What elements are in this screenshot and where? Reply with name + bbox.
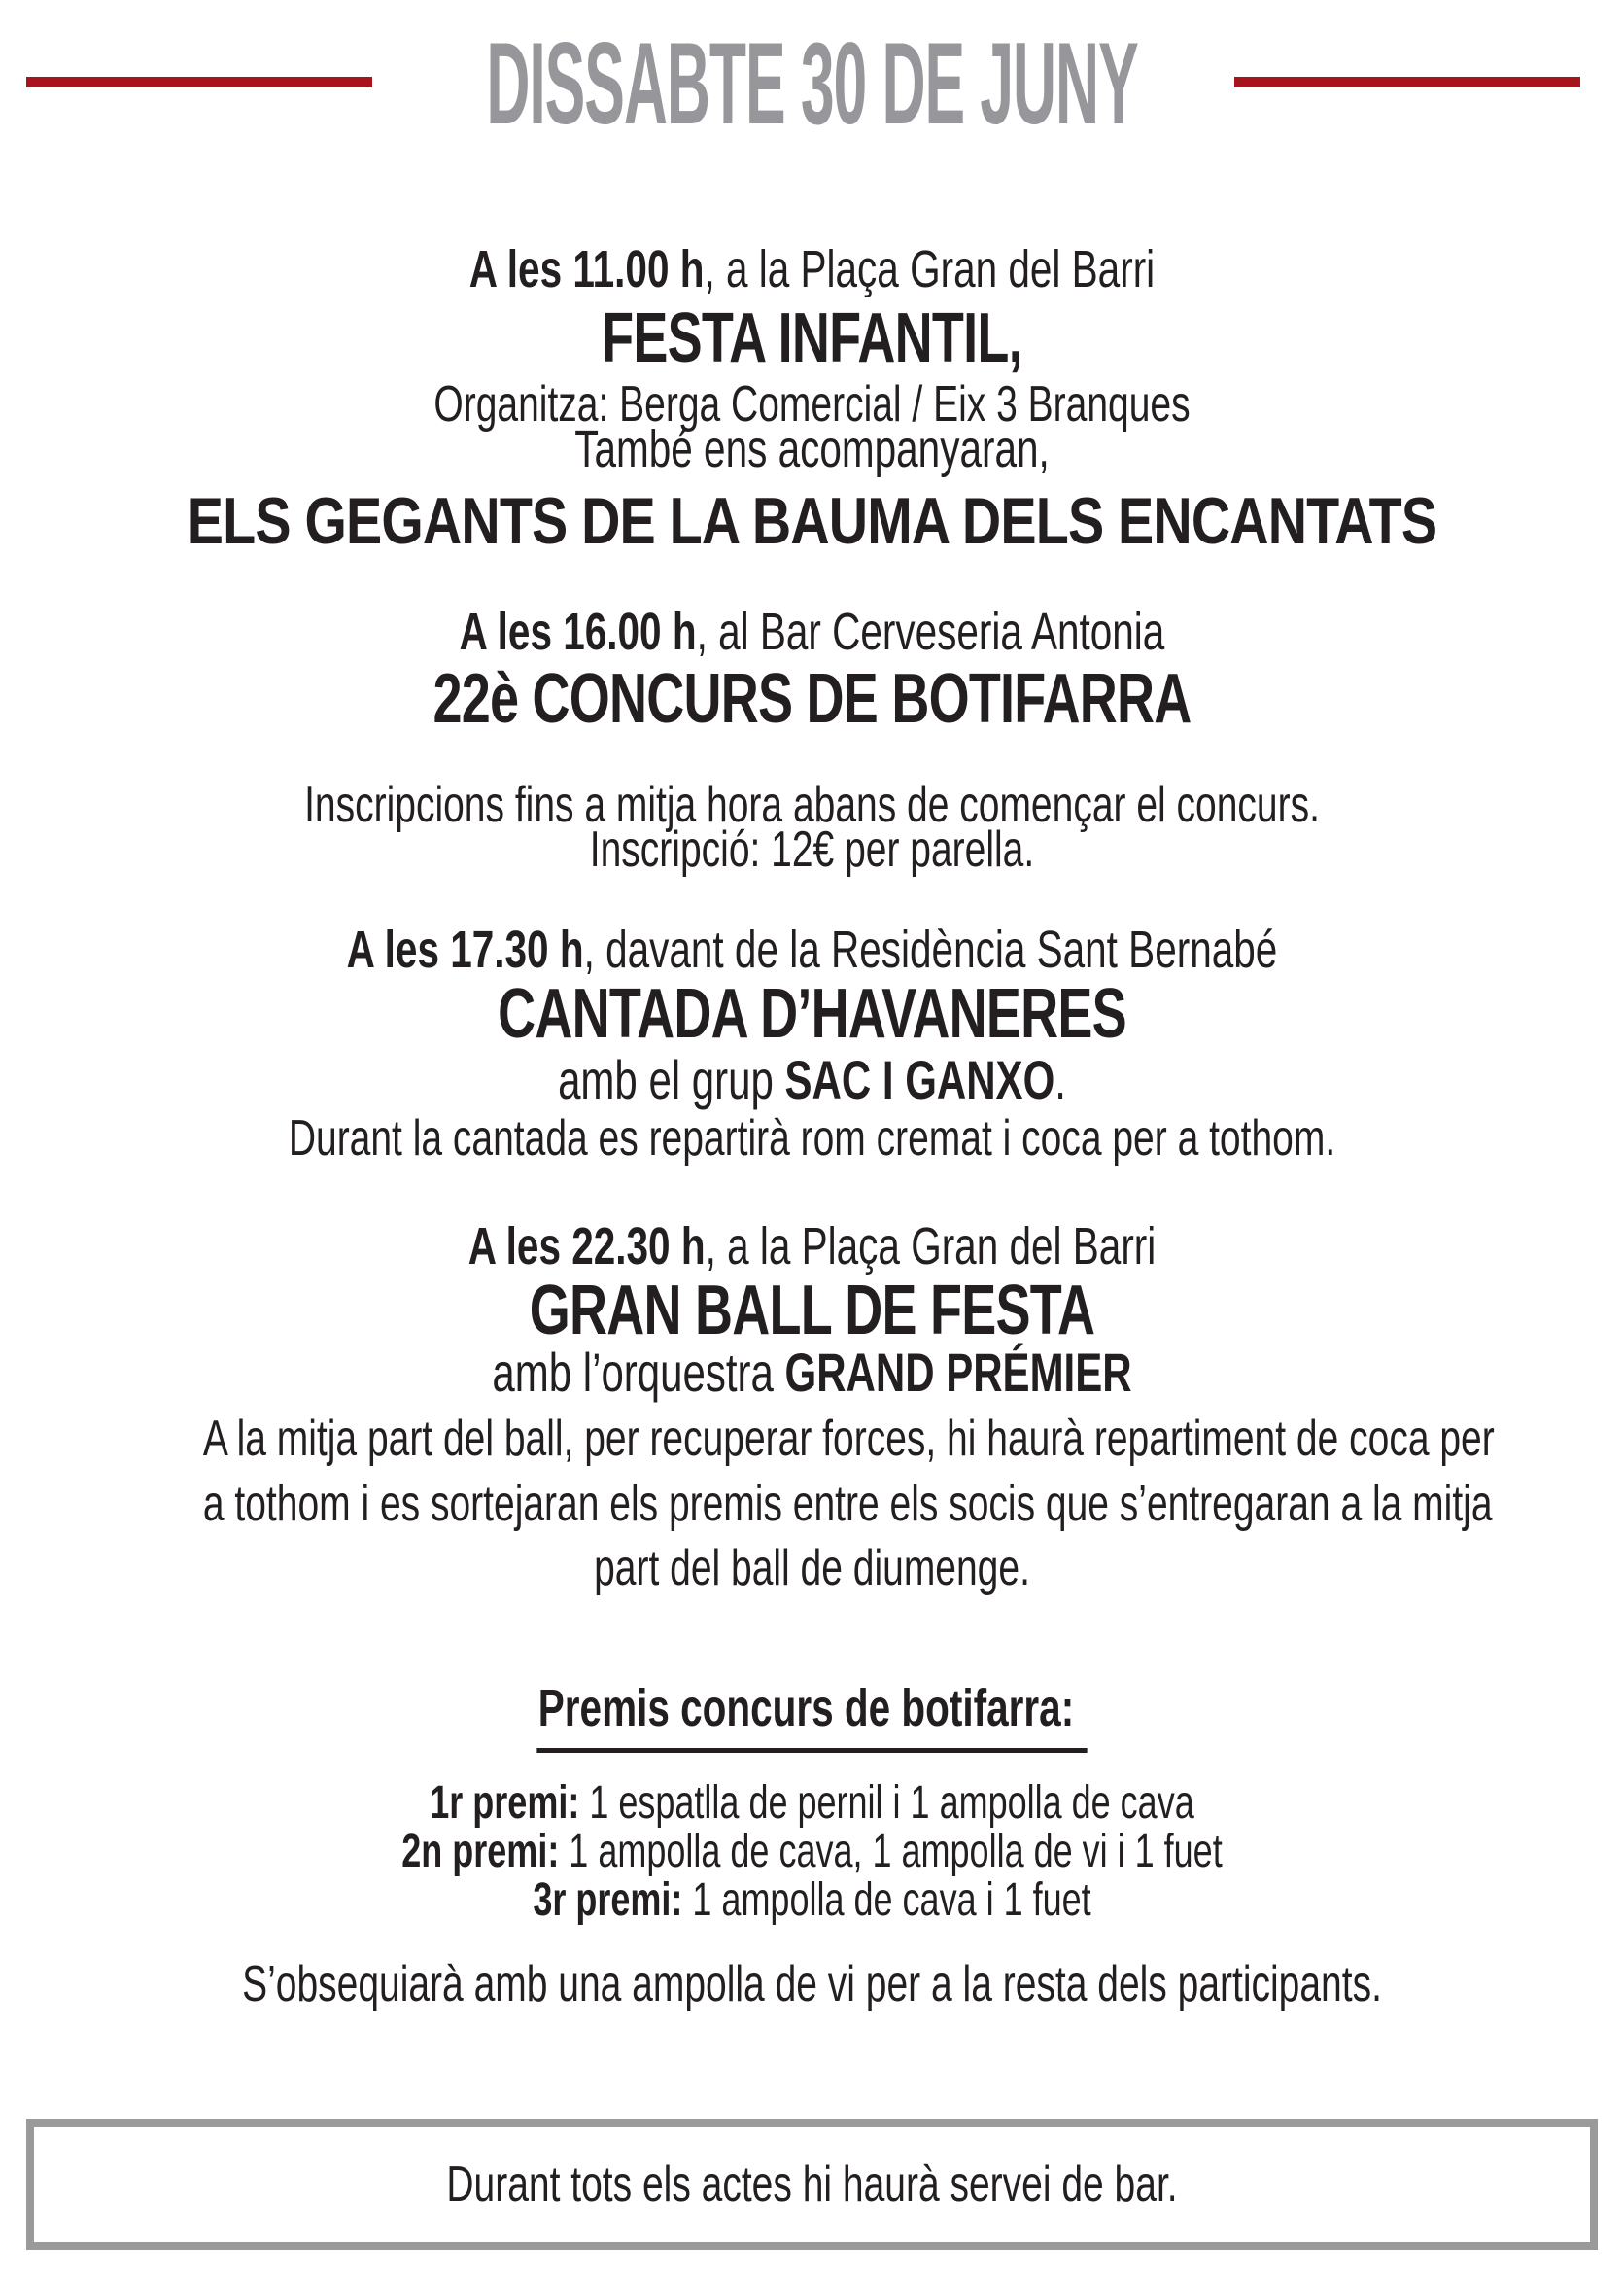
event-1-extra-intro: També ens acompanyaran, xyxy=(574,420,1050,478)
event-2-time: A les 16.00 h xyxy=(459,603,697,661)
prize-1-label: 1r premi: xyxy=(430,1777,580,1829)
event-3-group-line xyxy=(203,1047,1421,1112)
event-4-orchestra-line xyxy=(203,1340,1421,1405)
event-2-note-line-1: Inscripcions fins a mitja hora abans de començar el concurs. xyxy=(304,777,1320,833)
event-1-title: FESTA INFANTIL, xyxy=(602,299,1022,377)
prizes-heading: Premis concurs de botifarra: xyxy=(536,1677,1087,1753)
event-4-paragraph-line-2: a tothom i es sortejaran els premis entre els socis que s’entregaran a la mitja xyxy=(202,1476,1493,1532)
event-1-time-line xyxy=(203,238,1421,301)
event-4-paragraph-line-1: A la mitja part del ball, per recuperar forces, hi haurà repartiment de coca per xyxy=(202,1411,1495,1467)
event-3-group-prefix: amb el grup xyxy=(558,1049,785,1110)
event-4-orchestra-name: GRAND PRÉMIER xyxy=(784,1342,1132,1403)
event-2-location: , al Bar Cerveseria Antonia xyxy=(696,603,1165,661)
event-3-time: A les 17.30 h xyxy=(346,921,584,979)
event-3-location: , davant de la Residència Sant Bernabé xyxy=(583,921,1278,979)
prize-1-text: 1 espatlla de pernil i 1 ampolla de cava xyxy=(579,1777,1194,1829)
prizes-heading-line xyxy=(203,1677,1421,1753)
title-divider-right xyxy=(1234,77,1580,87)
prize-3-label: 3r premi: xyxy=(533,1874,683,1926)
event-3-group-name: SAC I GANXO xyxy=(784,1049,1055,1110)
event-3-group-suffix: . xyxy=(1054,1049,1066,1110)
footer-notice-text: Durant tots els actes hi haurà servei de bar. xyxy=(446,2156,1178,2213)
event-2-note-line-2: Inscripció: 12€ per parella. xyxy=(589,821,1035,878)
event-3-note: Durant la cantada es repartirà rom cremat i coca per a tothom. xyxy=(288,1110,1336,1167)
event-4-time: A les 22.30 h xyxy=(467,1217,706,1275)
prize-3-text: 1 ampolla de cava i 1 fuet xyxy=(682,1874,1091,1926)
prize-item-3 xyxy=(203,1872,1421,1929)
event-4-paragraph-line-3: part del ball de diumenge. xyxy=(594,1540,1030,1596)
prizes-consolation-note: S’obsequiarà amb una ampolla de vi per a la resta dels participants. xyxy=(242,1956,1382,2012)
footer-notice-box xyxy=(26,2119,1598,2250)
event-1-organizer: Organitza: Berga Comercial / Eix 3 Branques xyxy=(433,376,1191,433)
event-2-time-line xyxy=(203,601,1421,664)
event-1-time: A les 11.00 h xyxy=(468,240,705,298)
event-3-title: CANTADA D’HAVANERES xyxy=(498,975,1126,1053)
prize-item-2 xyxy=(203,1824,1421,1880)
title-divider-left xyxy=(26,77,372,87)
event-1-extra-title: ELS GEGANTS DE LA BAUMA DELS ENCANTATS xyxy=(187,484,1437,558)
event-1-location: , a la Plaça Gran del Barri xyxy=(704,240,1156,298)
event-4-location: , a la Plaça Gran del Barri xyxy=(705,1217,1157,1275)
page-title: DISSABTE 30 DE JUNY xyxy=(486,18,1138,149)
prize-2-label: 2n premi: xyxy=(401,1826,560,1877)
event-2-title: 22è CONCURS DE BOTIFARRA xyxy=(432,660,1192,738)
event-4-orchestra-prefix: amb l’orquestra xyxy=(492,1342,785,1403)
prize-item-1 xyxy=(203,1775,1421,1832)
prize-2-text: 1 ampolla de cava, 1 ampolla de vi i 1 fuet xyxy=(559,1826,1223,1877)
event-4-title: GRAN BALL DE FESTA xyxy=(529,1272,1095,1349)
